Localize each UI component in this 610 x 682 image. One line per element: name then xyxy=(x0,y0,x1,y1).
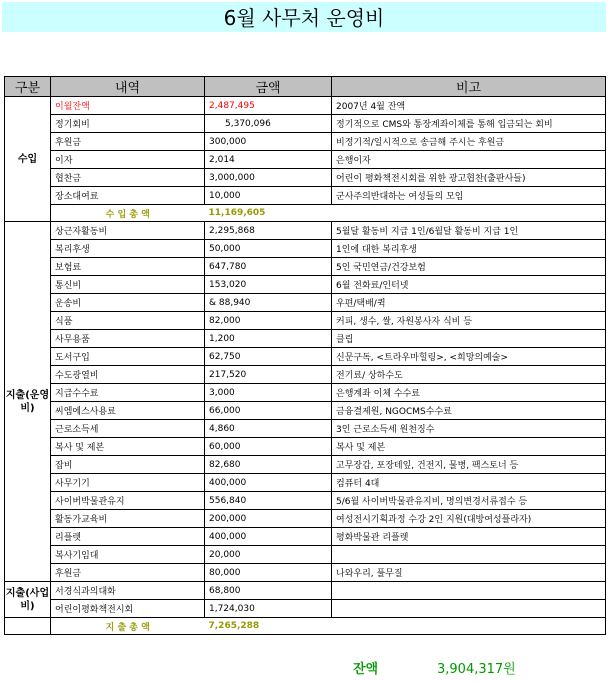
amount-cell: 82,000 xyxy=(205,312,332,330)
table-row xyxy=(5,546,606,564)
item-cell: 통신비 xyxy=(51,276,205,294)
item-cell: 상근자활동비 xyxy=(51,222,205,240)
budget-table xyxy=(4,76,606,635)
note-cell: 신문구독, <트라우마힐링>, <희망의예술> xyxy=(332,348,606,366)
category-expense: 지출(운영비) xyxy=(5,222,51,582)
item-cell: 이자 xyxy=(51,151,205,169)
amount-cell: 1,200 xyxy=(205,330,332,348)
item-cell: 식품 xyxy=(51,312,205,330)
item-cell: 정기회비 xyxy=(51,115,205,133)
item-cell: 어린이평화책전시회 xyxy=(51,600,205,618)
total-row xyxy=(5,618,606,635)
amount-cell: 82,680 xyxy=(205,456,332,474)
amount-cell: 50,000 xyxy=(205,240,332,258)
item-cell: 수도광열비 xyxy=(51,366,205,384)
balance-value: 3,904,317원 xyxy=(437,662,516,677)
note-cell: 은행계좌 이체 수수료 xyxy=(332,384,606,402)
table-row xyxy=(5,348,606,366)
total-value: 11,169,605 xyxy=(205,205,332,222)
amount-cell: 153,020 xyxy=(205,276,332,294)
note-cell: 2007년 4월 잔액 xyxy=(332,97,606,115)
note-cell: 정기적으로 CMS와 통장계좌이체를 통해 입금되는 회비 xyxy=(332,115,606,133)
table-row xyxy=(5,600,606,618)
note-cell: 금융결제원, NGOCMS수수료 xyxy=(332,402,606,420)
amount-cell: 62,750 xyxy=(205,348,332,366)
header-note: 비고 xyxy=(332,77,606,97)
amount-cell: 68,800 xyxy=(205,582,332,600)
amount-cell: 3,000 xyxy=(205,384,332,402)
table-row xyxy=(5,528,606,546)
table-row xyxy=(5,151,606,169)
note-cell: 여성전시기획과정 수강 2인 지원(대방여성플라자) xyxy=(332,510,606,528)
total-label: 지 출 총 액 xyxy=(51,618,205,635)
amount-cell: 300,000 xyxy=(205,133,332,151)
amount-cell: 3,000,000 xyxy=(205,169,332,187)
item-cell: 복리후생 xyxy=(51,240,205,258)
note-cell: 나와우리, 풀무질 xyxy=(332,564,606,582)
note-cell: 5/6월 사이버박물관유지비, 명의변경서류접수 등 xyxy=(332,492,606,510)
item-cell: 씨엠에스사용료 xyxy=(51,402,205,420)
item-cell: 복사기임대 xyxy=(51,546,205,564)
table-row xyxy=(5,258,606,276)
note-cell: 고무장갑, 포장테잎, 건전지, 물병, 팩스토너 등 xyxy=(332,456,606,474)
table-row xyxy=(5,420,606,438)
item-cell: 운송비 xyxy=(51,294,205,312)
table-row xyxy=(5,330,606,348)
amount-cell: 80,000 xyxy=(205,564,332,582)
amount-cell: 556,840 xyxy=(205,492,332,510)
table-row xyxy=(5,97,606,115)
amount-cell: 1,724,030 xyxy=(205,600,332,618)
table-row xyxy=(5,384,606,402)
item-cell: 도서구입 xyxy=(51,348,205,366)
category-project: 지출(사업비) xyxy=(5,582,51,618)
table-row xyxy=(5,133,606,151)
item-cell: 사이버박물관유지 xyxy=(51,492,205,510)
total-label: 수 입 총 액 xyxy=(51,205,205,222)
total-blank xyxy=(332,205,606,222)
table-row xyxy=(5,582,606,600)
amount-cell: 66,000 xyxy=(205,402,332,420)
note-cell: 비정기적/일시적으로 송금해 주시는 후원금 xyxy=(332,133,606,151)
item-cell: 후원금 xyxy=(51,133,205,151)
note-cell: 은행이자 xyxy=(332,151,606,169)
amount-cell: 60,000 xyxy=(205,438,332,456)
item-cell: 사무용품 xyxy=(51,330,205,348)
item-cell: 사무기기 xyxy=(51,474,205,492)
note-cell: 평화박물관 리플렛 xyxy=(332,528,606,546)
note-cell: 1인에 대한 복리후생 xyxy=(332,240,606,258)
total-lead-cell xyxy=(5,618,51,635)
amount-cell: 10,000 xyxy=(205,187,332,205)
note-cell: 커피, 생수, 쌀, 자원봉사자 식비 등 xyxy=(332,312,606,330)
total-value: 7,265,288 xyxy=(205,618,332,635)
total-row xyxy=(5,205,606,222)
header-amount: 금액 xyxy=(205,77,332,97)
table-row xyxy=(5,312,606,330)
item-cell: 활동가교육비 xyxy=(51,510,205,528)
amount-cell: 5,370,096 xyxy=(205,115,332,133)
note-cell: 우편/택배/퀵 xyxy=(332,294,606,312)
item-cell: 후원금 xyxy=(51,564,205,582)
header-item: 내역 xyxy=(51,77,205,97)
amount-cell: 400,000 xyxy=(205,528,332,546)
table-row xyxy=(5,187,606,205)
note-cell xyxy=(332,600,606,618)
table-row xyxy=(5,276,606,294)
note-cell: 컴퓨터 4대 xyxy=(332,474,606,492)
note-cell: 어린이 평화책전시회를 위한 광고협찬(출판사들) xyxy=(332,169,606,187)
table-row xyxy=(5,564,606,582)
page-title: 6월 사무처 운영비 xyxy=(2,2,606,32)
item-cell: 복사 및 제본 xyxy=(51,438,205,456)
table-row xyxy=(5,240,606,258)
table-row xyxy=(5,510,606,528)
item-cell: 서경식과의대화 xyxy=(51,582,205,600)
table-row xyxy=(5,474,606,492)
item-cell: 보험료 xyxy=(51,258,205,276)
item-cell: 근로소득세 xyxy=(51,420,205,438)
amount-cell: 2,014 xyxy=(205,151,332,169)
item-cell: 장소대여료 xyxy=(51,187,205,205)
balance-summary xyxy=(353,658,603,678)
amount-cell: 400,000 xyxy=(205,474,332,492)
table-row xyxy=(5,402,606,420)
note-cell: 5월달 활동비 지급 1인/6월달 활동비 지급 1인 xyxy=(332,222,606,240)
amount-cell: 2,487,495 xyxy=(205,97,332,115)
table-row xyxy=(5,456,606,474)
note-cell: 3인 근로소득세 원천징수 xyxy=(332,420,606,438)
note-cell xyxy=(332,546,606,564)
table-row xyxy=(5,366,606,384)
note-cell: 클립 xyxy=(332,330,606,348)
amount-cell: 20,000 xyxy=(205,546,332,564)
table-row xyxy=(5,294,606,312)
header-category: 구분 xyxy=(5,77,51,97)
table-row xyxy=(5,492,606,510)
table-body xyxy=(5,97,606,635)
item-cell: 리플렛 xyxy=(51,528,205,546)
total-blank xyxy=(332,618,606,635)
table-row xyxy=(5,438,606,456)
category-income: 수입 xyxy=(5,97,51,222)
note-cell: 전기료/ 상하수도 xyxy=(332,366,606,384)
amount-cell: 2,295,868 xyxy=(205,222,332,240)
item-cell: 협찬금 xyxy=(51,169,205,187)
note-cell: 복사 및 제본 xyxy=(332,438,606,456)
amount-cell: & 88,940 xyxy=(205,294,332,312)
table-row xyxy=(5,115,606,133)
amount-cell: 200,000 xyxy=(205,510,332,528)
item-cell: 잡비 xyxy=(51,456,205,474)
balance-label: 잔액 xyxy=(353,662,379,677)
amount-cell: 647,780 xyxy=(205,258,332,276)
amount-cell: 217,520 xyxy=(205,366,332,384)
note-cell: 5인 국민연금/건강보험 xyxy=(332,258,606,276)
note-cell xyxy=(332,582,606,600)
header-row xyxy=(5,77,606,97)
table-row xyxy=(5,169,606,187)
item-cell: 이월잔액 xyxy=(51,97,205,115)
note-cell: 6월 전화료/인터넷 xyxy=(332,276,606,294)
amount-cell: 4,860 xyxy=(205,420,332,438)
item-cell: 지급수수료 xyxy=(51,384,205,402)
note-cell: 군사주의반대하는 여성들의 모임 xyxy=(332,187,606,205)
table-row xyxy=(5,222,606,240)
